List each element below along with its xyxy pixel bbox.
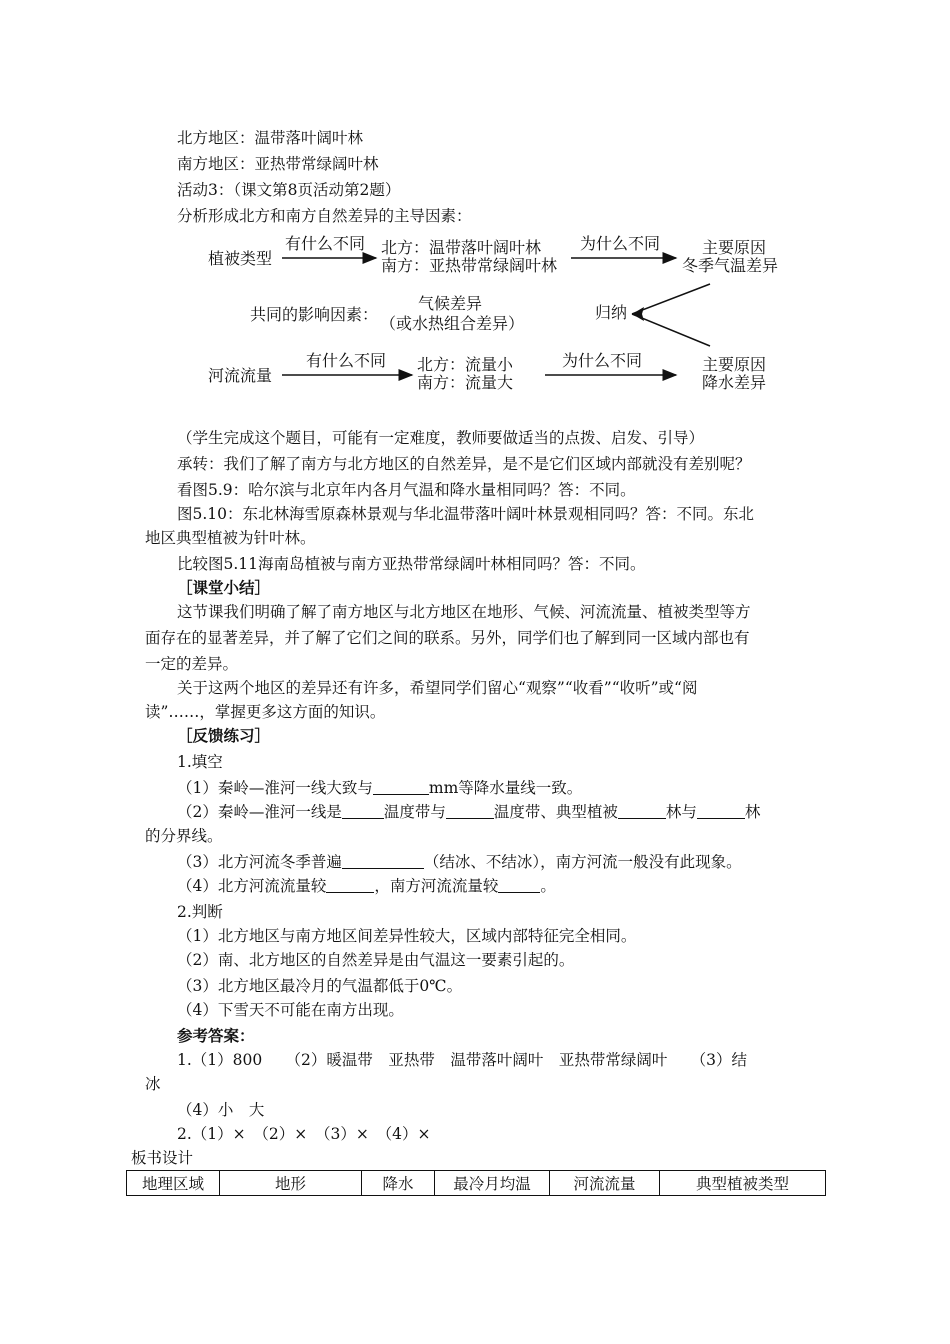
answer-blank: [326, 877, 374, 893]
board-header-row: [127, 1171, 826, 1196]
judge-3: （3）北方地区最冷月的气温都低于0℃。: [177, 977, 463, 995]
answer-blank: [373, 779, 429, 795]
board-table: [126, 1170, 826, 1196]
diagram-row3-arrow2: 为什么不同: [562, 351, 643, 370]
converge-line-lower: [632, 314, 710, 346]
answers-1-line3: （4）小 大: [177, 1101, 265, 1119]
answers-1-line1: 1.（1）800 （2）暖温带 亚热带 温带落叶阔叶 亚热带常绿阔叶 （3）结: [177, 1051, 747, 1069]
answer-blank: [618, 803, 666, 819]
answer-blank: [498, 877, 540, 893]
question-4-text-a: （4）北方河流流量较: [177, 877, 327, 895]
factor-diagram: [0, 0, 950, 420]
board-header-cell: 典型植被类型: [660, 1171, 826, 1196]
text-fig59: 看图5.9：哈尔滨与北京年内各月气温和降水量相同吗？答：不同。: [177, 481, 636, 499]
text-activity: 活动3：（课文第8页活动第2题）: [177, 181, 401, 199]
question-1-text-b: mm等降水量线一致。: [428, 779, 583, 797]
question-1: [177, 778, 582, 798]
heading-summary: ［课堂小结］: [177, 578, 271, 597]
text-summary-2a: 关于这两个地区的差异还有许多，希望同学们留心“观察”“收看”“收听”或“阅: [177, 679, 698, 697]
diagram-row2-mid2: （或水热组合差异）: [380, 314, 525, 333]
question-2-text-e: 林: [744, 803, 761, 821]
judge-1: （1）北方地区与南方地区间差异性较大，区域内部特征完全相同。: [177, 927, 637, 945]
diagram-row3-left: 河流流量: [208, 366, 273, 385]
board-header-cell: 地形: [220, 1171, 362, 1196]
answers-2: 2.（1）× （2）× （3）× （4）×: [177, 1125, 431, 1143]
diagram-row3-right1: 主要原因: [702, 355, 767, 374]
text-summary-1c: 一定的差异。: [145, 655, 239, 673]
board-header-cell: 河流流量: [550, 1171, 660, 1196]
diagram-row3-right2: 降水差异: [702, 373, 767, 392]
diagram-row1-right2: 冬季气温差异: [682, 256, 779, 275]
text-note: （学生完成这个题目，可能有一定难度，教师要做适当的点拨、启发、引导）: [177, 429, 705, 447]
diagram-row3-mid2: 南方：流量大: [417, 373, 514, 392]
diagram-row3-arrow1: 有什么不同: [306, 351, 387, 370]
heading-answers: 参考答案：: [177, 1026, 255, 1045]
question-2-text-d: 林与: [665, 803, 697, 821]
text-summary-1b: 面存在的显著差异，并了解了它们之间的联系。另外，同学们也了解到同一区域内部也有: [145, 629, 750, 647]
text-judge-title: 2.判断: [177, 903, 223, 921]
text-fill-title: 1.填空: [177, 753, 223, 771]
diagram-row1-right1: 主要原因: [702, 238, 767, 257]
diagram-row3-mid1: 北方：流量小: [417, 355, 514, 374]
question-2-text-b: 温度带与: [383, 803, 446, 821]
question-4-text-b: ，南方河流流量较: [374, 877, 499, 895]
answer-blank: [697, 803, 745, 819]
question-3: [177, 852, 742, 872]
diagram-row1-arrow1: 有什么不同: [285, 234, 366, 253]
board-header-cell: 地理区域: [127, 1171, 220, 1196]
diagram-row2-right: 归纳: [595, 303, 628, 322]
diagram-row2-left: 共同的影响因素：: [250, 305, 379, 324]
diagram-row1-mid1: 北方：温带落叶阔叶林: [381, 238, 542, 257]
answer-blank: [342, 853, 424, 869]
answer-blank: [446, 803, 494, 819]
board-header-cell: 降水: [362, 1171, 435, 1196]
question-3-text-a: （3）北方河流冬季普遍: [177, 853, 342, 871]
question-4-text-c: 。: [540, 877, 556, 895]
text-fig510-b: 地区典型植被为针叶林。: [145, 529, 316, 547]
converge-arrowhead: [632, 307, 644, 321]
board-title: 板书设计: [131, 1149, 194, 1167]
converge-line-upper: [632, 284, 710, 314]
judge-4: （4）下雪天不可能在南方出现。: [177, 1001, 404, 1019]
question-3-text-b: （结冰、不结冰），南方河流一般没有此现象。: [423, 853, 742, 871]
diagram-row1-mid2: 南方：亚热带常绿阔叶林: [381, 256, 558, 275]
question-2-text-a: （2）秦岭—淮河一线是: [177, 803, 342, 821]
text-fig511: 比较图5.11海南岛植被与南方亚热带常绿阔叶林相同吗？答：不同。: [177, 555, 646, 573]
question-2-text-c: 温度带、典型植被: [493, 803, 618, 821]
text-north: 北方地区：温带落叶阔叶林: [177, 129, 364, 147]
board-header-cell: 最冷月均温: [435, 1171, 550, 1196]
text-analysis: 分析形成北方和南方自然差异的主导因素：: [177, 207, 472, 225]
question-4: [177, 876, 556, 896]
text-south: 南方地区：亚热带常绿阔叶林: [177, 155, 379, 173]
diagram-row1-arrow2: 为什么不同: [580, 234, 661, 253]
text-summary-1a: 这节课我们明确了解了南方地区与北方地区在地形、气候、河流流量、植被类型等方: [177, 603, 751, 621]
judge-2: （2）南、北方地区的自然差异是由气温这一要素引起的。: [177, 951, 575, 969]
answer-blank: [342, 803, 384, 819]
heading-feedback: ［反馈练习］: [177, 726, 271, 745]
diagram-row2-mid1: 气候差异: [418, 294, 483, 313]
question-1-text-a: （1）秦岭—淮河一线大致与: [177, 779, 373, 797]
answers-1-line2: 冰: [145, 1075, 161, 1093]
text-fig510-a: 图5.10：东北林海雪原森林景观与华北温带落叶阔叶林景观相同吗？答：不同。东北: [177, 505, 755, 523]
question-2: [177, 802, 760, 822]
diagram-row1-left: 植被类型: [208, 249, 273, 268]
question-2-cont: 的分界线。: [145, 827, 223, 845]
text-summary-2b: 读”……，掌握更多这方面的知识。: [145, 703, 386, 721]
text-transition: 承转：我们了解了南方与北方地区的自然差异，是不是它们区域内部就没有差别呢？: [177, 455, 751, 473]
